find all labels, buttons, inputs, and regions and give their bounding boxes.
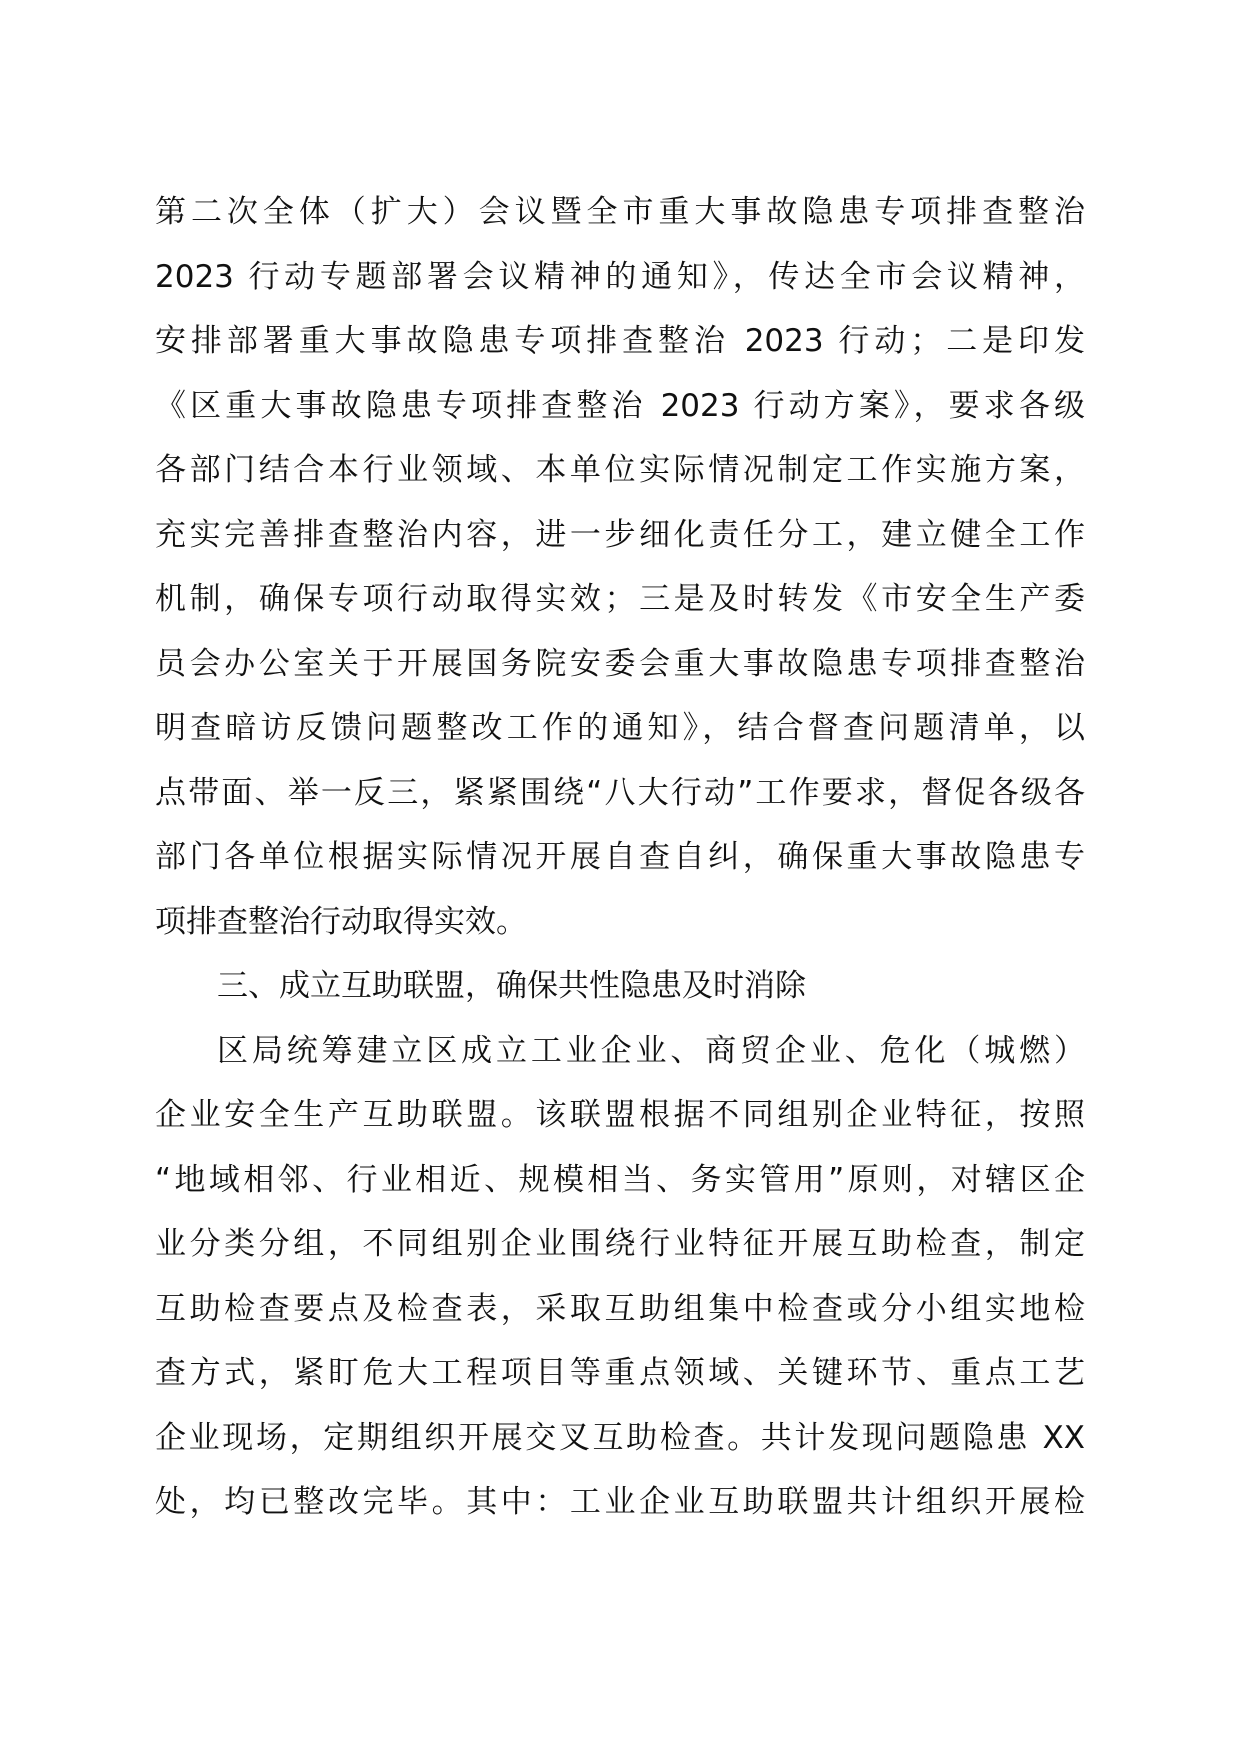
text-line: 查方式，紧盯危大工程项目等重点领域、关键环节、重点工艺 xyxy=(155,1355,1085,1391)
text-line: 互助检查要点及检查表，采取互助组集中检查或分小组实地检 xyxy=(155,1290,1085,1327)
text-line: “地域相邻、行业相近、规模相当、务实管用”原则，对辖区企 xyxy=(155,1161,1085,1198)
document-body xyxy=(155,180,1085,1535)
text-line: 安排部署重大事故隐患专项排查整治 2023 行动；二是印发 xyxy=(155,323,1085,359)
text-line: 员会办公室关于开展国务院安委会重大事故隐患专项排查整治 xyxy=(155,645,1085,682)
text-line: 《区重大事故隐患专项排查整治 2023 行动方案》，要求各级 xyxy=(155,387,1085,424)
text-line: 明查暗访反馈问题整改工作的通知》，结合督查问题清单，以 xyxy=(155,710,1085,746)
text-line: 项排查整治行动取得实效。 xyxy=(155,903,527,940)
text-line: 部门各单位根据实际情况开展自查自纠，确保重大事故隐患专 xyxy=(155,839,1085,875)
text-line: 点带面、举一反三，紧紧围绕“八大行动”工作要求，督促各级各 xyxy=(155,774,1085,811)
text-line: 各部门结合本行业领域、本单位实际情况制定工作实施方案， xyxy=(155,452,1085,488)
section-heading: 三、成立互助联盟，确保共性隐患及时消除 xyxy=(217,968,806,1004)
text-line: 处，均已整改完毕。其中：工业企业互助联盟共计组织开展检 xyxy=(155,1484,1085,1520)
text-line: 2023 行动专题部署会议精神的通知》，传达全市会议精神， xyxy=(155,258,1085,295)
text-line: 机制，确保专项行动取得实效；三是及时转发《市安全生产委 xyxy=(155,581,1085,617)
text-line: 充实完善排查整治内容，进一步细化责任分工，建立健全工作 xyxy=(155,516,1085,553)
text-line: 企业现场，定期组织开展交叉互助检查。共计发现问题隐患 XX xyxy=(155,1419,1085,1456)
text-line: 第二次全体（扩大）会议暨全市重大事故隐患专项排查整治 xyxy=(155,194,1085,230)
text-line: 区局统筹建立区成立工业企业、商贸企业、危化（城燃） xyxy=(217,1032,1085,1069)
text-line: 业分类分组，不同组别企业围绕行业特征开展互助检查，制定 xyxy=(155,1226,1085,1262)
text-line: 企业安全生产互助联盟。该联盟根据不同组别企业特征，按照 xyxy=(155,1097,1085,1133)
